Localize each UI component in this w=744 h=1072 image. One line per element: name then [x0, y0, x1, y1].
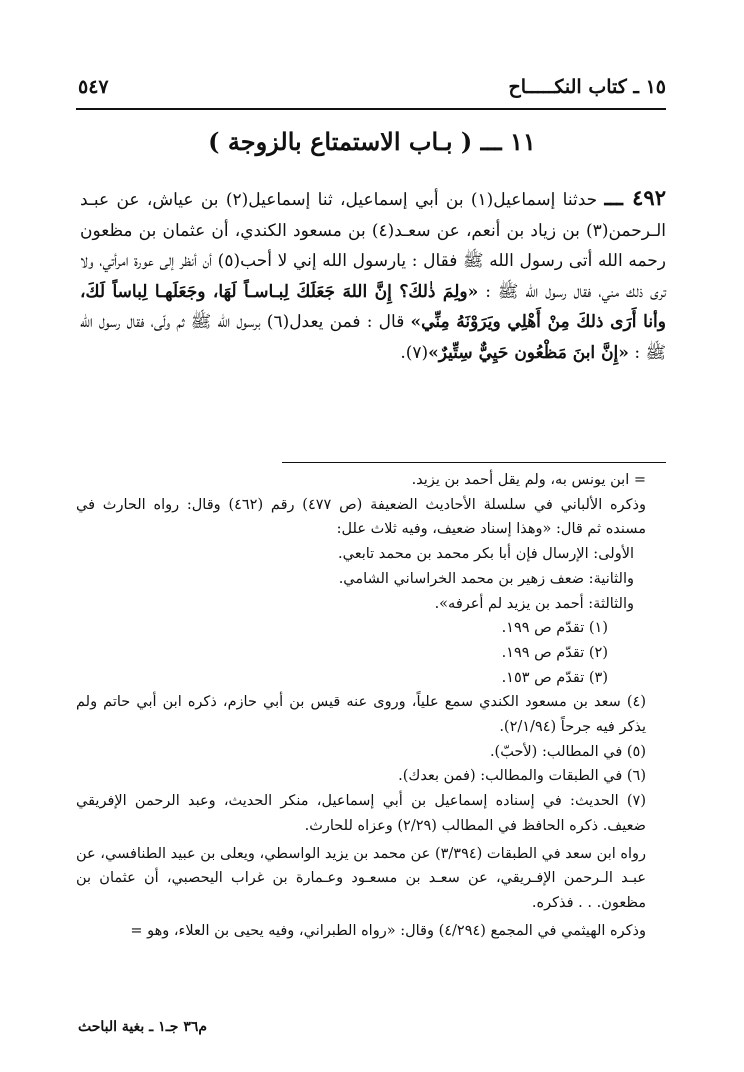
header-book-title: ١٥ ـ كتاب النكـــــاح	[508, 76, 666, 98]
footnote-item: (٥) في المطالب: (لأحبّ).	[489, 743, 646, 760]
footnotes	[76, 468, 668, 943]
hadith-chain: حدثنا إسماعيل(١) بن أبي إسماعيل، ثنا إسماعيل(٢) بن عياش، عن عبـد الـرحمن(٣) بن زياد بن أنعم، عن سعـد(٤) بن مسعود الكندي، أن عثمان بن مظعون رحمه الله أتى رسول الله ﷺ فقال : يارسول الله إني لا أحب(٥) أن أنظر إلى عورة امرأتي، ولا ترى ذلك مني، فقال رسول الله ﷺ :	[80, 190, 666, 302]
footnote-line: والثانية: ضعف زهير بن محمد الخراساني الشامي.	[338, 570, 634, 587]
prophetic-quote: «ولِمَ ذٰلكَ؟ إِنَّ اللهَ جَعَلَكَ لِبـاسـاً لَهَا، وجَعَلَهـا لِباساً لَكَ، وأنا أَرَى ذلكَ مِنْ أَهْلِي ويَرَوْنَهُ مِنِّي»	[80, 281, 666, 332]
chapter-title: ١١ ـــ ( بـاب الاستمتاع بالزوجة )	[208, 127, 536, 156]
page-number: ٥٤٧	[78, 76, 109, 98]
footnote-line: رواه ابن سعد في الطبقات (٣/٣٩٤) عن محمد بن يزيد الواسطي، ويعلى بن عبيد الطنافسي، عن عبـد الـرحمن الإفـريقي، عن سعـد بن مسعـود وعـمارة بن غراب اليحصبي، أن عثمان بن مظعون. . . فذكره.	[76, 845, 647, 911]
hadith-continuation: قال : فمن يعدل(٦) برسول الله ﷺ ثم ولّى، فقال رسول الله ﷺ :	[80, 312, 666, 363]
hadith-number: ٤٩٢ ـــ	[604, 185, 666, 210]
footnote-line: والثالثة: أحمد بن يزيد لم أعرفه».	[434, 595, 634, 612]
prophetic-quote: «إِنَّ ابنَ مَظْعُون حَيِيٌّ سِتِّيرٌ»	[428, 342, 629, 363]
footnote-item: (٦) في الطبقات والمطالب: (فمن بعدك).	[398, 768, 646, 785]
footnote-item: (٧) الحديث: في إسناده إسماعيل بن أبي إسماعيل، منكر الحديث، وعبد الرحمن الإفريقي ضعيف. ذكره الحافظ في المطالب (٢/٢٩) وعزاه للحارث.	[76, 793, 646, 834]
running-header	[78, 76, 666, 106]
header-divider	[76, 108, 666, 110]
hadith-text	[80, 183, 666, 368]
footnote-separator	[282, 462, 666, 463]
footnote-item: (١) تقدّم ص ١٩٩.	[501, 620, 608, 637]
footnote-item: (٢) تقدّم ص ١٩٩.	[501, 644, 608, 661]
footnote-item: (٣) تقدّم ص ١٥٣.	[501, 669, 608, 686]
footnote-line: = ابن يونس به، ولم يقل أحمد بن يزيد.	[411, 472, 646, 488]
page-footer-signature: م٣٦ جـ١ ـ بغية الباحث	[78, 1019, 208, 1035]
footnote-item: (٤) سعد بن مسعود الكندي سمع علياً، وروى عنه قيس بن أبي حازم، ذكره ابن أبي حاتم ولم يذكر فيه جرحاً (٢/١/٩٤).	[76, 694, 646, 736]
hadith-end: (٧).	[400, 342, 429, 363]
hadith-paragraph	[80, 183, 666, 368]
footnote-line: الأولى: الإرسال فإن أبا بكر محمد بن محمد تابعي.	[338, 546, 634, 563]
footnote-line: وذكره الألباني في سلسلة الأحاديث الضعيفة (ص ٤٧٧) رقم (٤٦٢) وقال: رواه الحارث في مسنده ثم قال: «وهذا إسناد ضعيف، وفيه ثلاث علل:	[76, 496, 647, 538]
footnote-line: وذكره الهيثمي في المجمع (٤/٢٩٤) وقال: «رواه الطبراني، وفيه يحيى بن العلاء، وهو =	[130, 922, 646, 939]
